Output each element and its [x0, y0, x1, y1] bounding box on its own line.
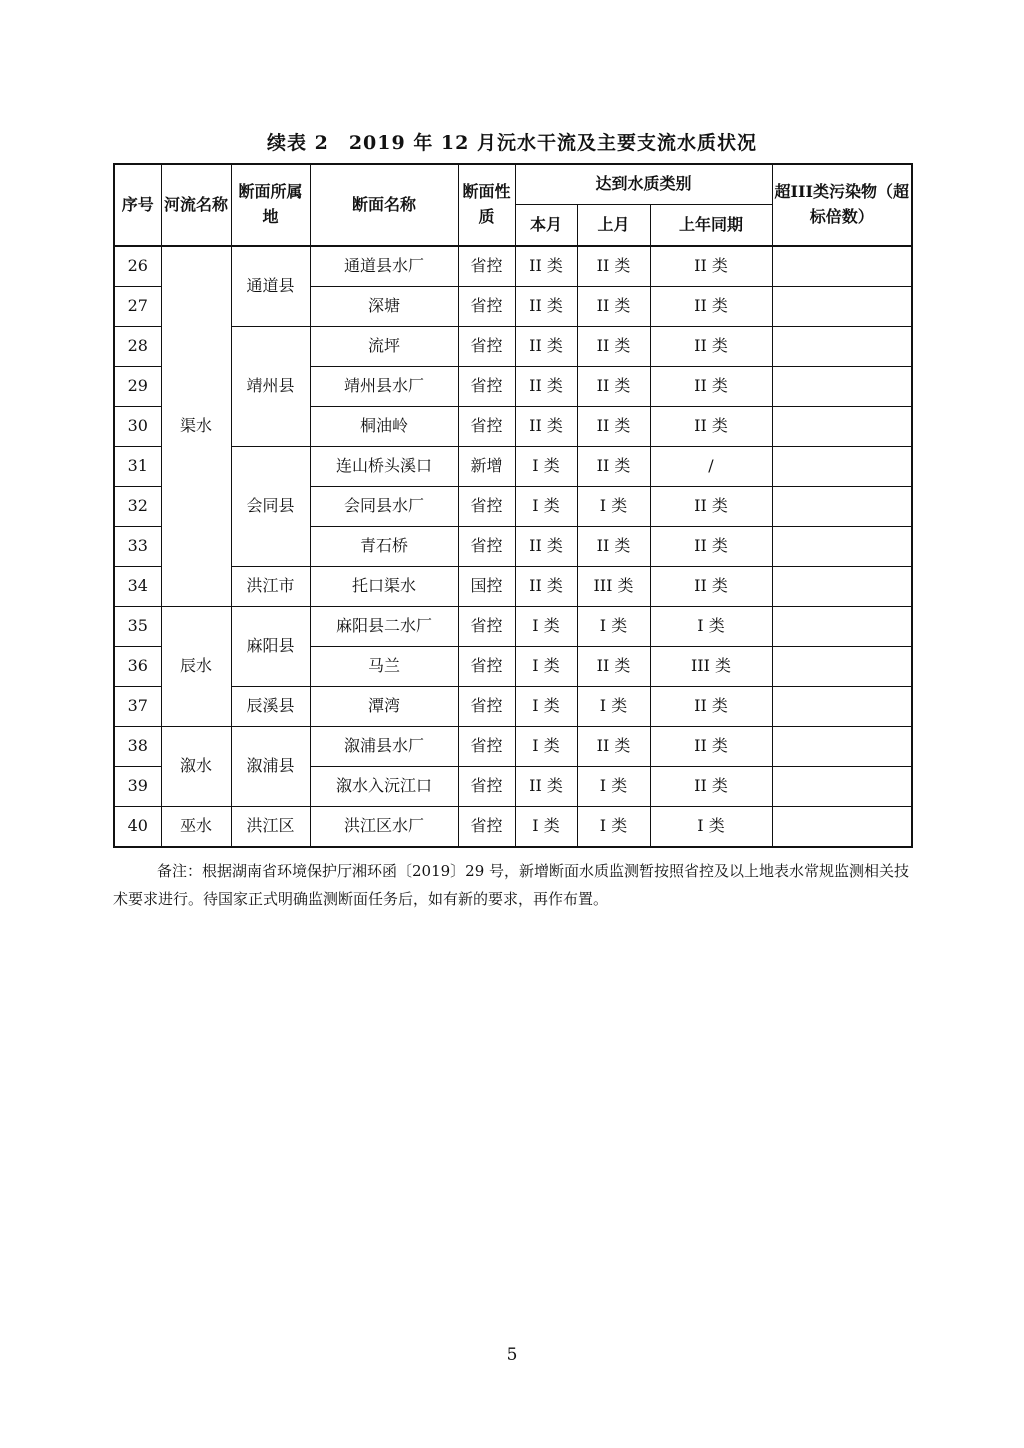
location-cell: 靖州县 [231, 327, 310, 447]
pollutant-cell [772, 367, 912, 407]
class-this-month: II 类 [515, 567, 577, 607]
header-last-year: 上年同期 [650, 205, 772, 247]
class-last-month: II 类 [577, 367, 650, 407]
section-name: 桐油岭 [310, 407, 458, 447]
header-class-group: 达到水质类别 [515, 164, 772, 205]
river-cell: 巫水 [161, 807, 231, 848]
section-type: 省控 [458, 727, 515, 767]
class-this-month: II 类 [515, 287, 577, 327]
row-number: 30 [114, 407, 161, 447]
class-last-year: II 类 [650, 767, 772, 807]
class-last-month: I 类 [577, 687, 650, 727]
header-section-name: 断面名称 [310, 164, 458, 246]
section-type: 省控 [458, 487, 515, 527]
section-name: 连山桥头溪口 [310, 447, 458, 487]
location-cell: 通道县 [231, 246, 310, 327]
section-name: 托口渠水 [310, 567, 458, 607]
row-number: 40 [114, 807, 161, 848]
section-name: 溆浦县水厂 [310, 727, 458, 767]
location-cell: 会同县 [231, 447, 310, 567]
class-last-year: II 类 [650, 687, 772, 727]
class-last-month: II 类 [577, 647, 650, 687]
class-this-month: II 类 [515, 767, 577, 807]
row-number: 28 [114, 327, 161, 367]
class-last-year: / [650, 447, 772, 487]
section-type: 省控 [458, 287, 515, 327]
header-seq: 序号 [114, 164, 161, 246]
section-type: 省控 [458, 327, 515, 367]
table-row [114, 327, 912, 367]
section-type: 省控 [458, 407, 515, 447]
section-name: 麻阳县二水厂 [310, 607, 458, 647]
class-last-year: II 类 [650, 567, 772, 607]
location-cell: 辰溪县 [231, 687, 310, 727]
table-row [114, 807, 912, 848]
section-type: 省控 [458, 367, 515, 407]
class-last-year: II 类 [650, 327, 772, 367]
location-cell: 洪江区 [231, 807, 310, 848]
row-number: 29 [114, 367, 161, 407]
pollutant-cell [772, 727, 912, 767]
location-cell: 麻阳县 [231, 607, 310, 687]
class-this-month: II 类 [515, 407, 577, 447]
class-this-month: I 类 [515, 607, 577, 647]
section-name: 深塘 [310, 287, 458, 327]
header-section-type: 断面性质 [458, 164, 515, 246]
class-this-month: I 类 [515, 687, 577, 727]
pollutant-cell [772, 807, 912, 848]
pollutant-cell [772, 487, 912, 527]
section-name: 潭湾 [310, 687, 458, 727]
row-number: 35 [114, 607, 161, 647]
class-last-year: III 类 [650, 647, 772, 687]
location-cell: 溆浦县 [231, 727, 310, 807]
header-last-month: 上月 [577, 205, 650, 247]
class-this-month: I 类 [515, 807, 577, 848]
pollutant-cell [772, 647, 912, 687]
pollutant-cell [772, 567, 912, 607]
section-type: 省控 [458, 767, 515, 807]
table-row [114, 607, 912, 647]
section-type: 国控 [458, 567, 515, 607]
section-type: 新增 [458, 447, 515, 487]
class-last-month: I 类 [577, 607, 650, 647]
table-row [114, 727, 912, 767]
row-number: 39 [114, 767, 161, 807]
table-row [114, 246, 912, 287]
water-quality-table [113, 163, 913, 848]
table-row [114, 687, 912, 727]
class-last-year: II 类 [650, 287, 772, 327]
river-cell: 渠水 [161, 246, 231, 607]
header-pollutant: 超III类污染物（超标倍数） [772, 164, 912, 246]
section-type: 省控 [458, 687, 515, 727]
header-this-month: 本月 [515, 205, 577, 247]
pollutant-cell [772, 246, 912, 287]
table-row [114, 567, 912, 607]
row-number: 32 [114, 487, 161, 527]
class-last-month: II 类 [577, 407, 650, 447]
location-cell: 洪江市 [231, 567, 310, 607]
pollutant-cell [772, 767, 912, 807]
pollutant-cell [772, 527, 912, 567]
pollutant-cell [772, 407, 912, 447]
pollutant-cell [772, 287, 912, 327]
class-last-month: II 类 [577, 447, 650, 487]
class-this-month: I 类 [515, 447, 577, 487]
class-this-month: II 类 [515, 527, 577, 567]
class-this-month: II 类 [515, 246, 577, 287]
river-cell: 溆水 [161, 727, 231, 807]
row-number: 31 [114, 447, 161, 487]
class-last-year: II 类 [650, 407, 772, 447]
class-this-month: II 类 [515, 367, 577, 407]
section-name: 溆水入沅江口 [310, 767, 458, 807]
class-last-month: II 类 [577, 246, 650, 287]
pollutant-cell [772, 607, 912, 647]
table-row [114, 447, 912, 487]
section-type: 省控 [458, 527, 515, 567]
class-this-month: I 类 [515, 647, 577, 687]
section-name: 会同县水厂 [310, 487, 458, 527]
footnote: 备注：根据湖南省环境保护厅湘环函〔2019〕29 号，新增断面水质监测暂按照省控及以上地表水常规监测相关技术要求进行。待国家正式明确监测断面任务后，如有新的要求，再作布置。 [113, 862, 910, 908]
header-location: 断面所属地 [231, 164, 310, 246]
class-last-month: II 类 [577, 287, 650, 327]
class-last-year: II 类 [650, 727, 772, 767]
class-this-month: II 类 [515, 327, 577, 367]
section-name: 洪江区水厂 [310, 807, 458, 848]
row-number: 26 [114, 246, 161, 287]
section-type: 省控 [458, 246, 515, 287]
class-this-month: I 类 [515, 727, 577, 767]
row-number: 38 [114, 727, 161, 767]
row-number: 33 [114, 527, 161, 567]
section-name: 马兰 [310, 647, 458, 687]
class-last-month: I 类 [577, 487, 650, 527]
pollutant-cell [772, 687, 912, 727]
class-last-month: I 类 [577, 767, 650, 807]
pollutant-cell [772, 327, 912, 367]
row-number: 34 [114, 567, 161, 607]
section-type: 省控 [458, 607, 515, 647]
table-title: 续表 2 2019 年 12 月沅水干流及主要支流水质状况 [266, 132, 757, 154]
class-last-year: I 类 [650, 807, 772, 848]
page-number: 5 [506, 1345, 518, 1365]
row-number: 36 [114, 647, 161, 687]
section-name: 靖州县水厂 [310, 367, 458, 407]
class-last-month: II 类 [577, 327, 650, 367]
header-river: 河流名称 [161, 164, 231, 246]
class-last-month: II 类 [577, 727, 650, 767]
section-name: 通道县水厂 [310, 246, 458, 287]
class-last-year: II 类 [650, 527, 772, 567]
river-cell: 辰水 [161, 607, 231, 727]
pollutant-cell [772, 447, 912, 487]
row-number: 27 [114, 287, 161, 327]
class-last-year: II 类 [650, 246, 772, 287]
class-this-month: I 类 [515, 487, 577, 527]
class-last-month: I 类 [577, 807, 650, 848]
section-type: 省控 [458, 647, 515, 687]
class-last-year: II 类 [650, 487, 772, 527]
row-number: 37 [114, 687, 161, 727]
class-last-year: I 类 [650, 607, 772, 647]
section-name: 流坪 [310, 327, 458, 367]
class-last-month: III 类 [577, 567, 650, 607]
section-name: 青石桥 [310, 527, 458, 567]
class-last-month: II 类 [577, 527, 650, 567]
class-last-year: II 类 [650, 367, 772, 407]
section-type: 省控 [458, 807, 515, 848]
